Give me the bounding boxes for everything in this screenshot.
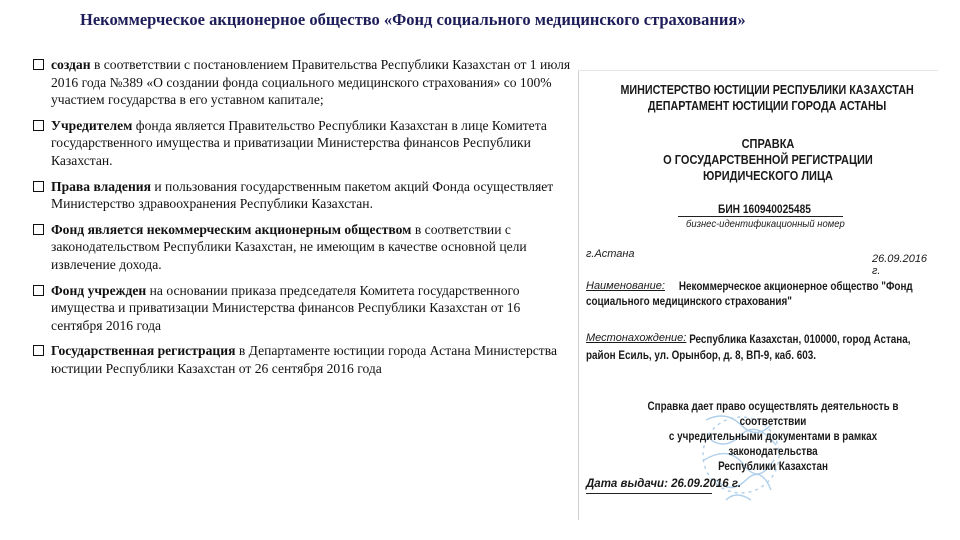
bullet-lead: Государственная регистрация [51, 343, 236, 359]
slide-title: Некоммерческое акционерное общество «Фонд социального медицинского страхования» [80, 10, 746, 29]
certificate-title-line: О ГОСУДАРСТВЕННОЙ РЕГИСТРАЦИИ [663, 153, 873, 167]
certificate-ministry: МИНИСТЕРСТВО ЮСТИЦИИ РЕСПУБЛИКИ КАЗАХСТАН [620, 83, 914, 97]
checkbox-bullet-icon [33, 345, 44, 356]
bullet-item [33, 56, 573, 109]
location-line: район Есиль, ул. Орынбор, д. 8, ВП-9, каб. 603. [586, 350, 817, 362]
bullet-item [33, 178, 573, 213]
checkbox-bullet-icon [33, 120, 44, 131]
note-line: Справка дает право осуществлять деятельность в соответствии [647, 401, 899, 428]
certificate-title-line: СПРАВКА [741, 137, 795, 151]
note-line: Республики Казахстан [718, 461, 828, 473]
bullet-lead: Фонд является некоммерческим акционерным обществом [51, 221, 412, 237]
name-value [586, 280, 921, 310]
bin-underline [678, 216, 843, 217]
name-value-line: Некоммерческое акционерное общество "Фонд [678, 281, 913, 293]
issue-label: Дата выдачи: [586, 478, 668, 490]
bullet-item [33, 342, 573, 377]
bullet-text: на основании приказа председателя Комитета государственного имущества и приватизации Министерства финансов Республики Казахстан от 16 сентября 2016 года [51, 282, 521, 333]
bullet-text: в соответствии с постановлением Правительства Республики Казахстан от 1 июля 2016 года №389 «О создании фонда социального медицинского страхования» со 100% участием государства в его уставном капитале; [51, 57, 571, 108]
certificate-department: ДЕПАРТАМЕНТ ЮСТИЦИИ ГОРОДА АСТАНЫ [647, 99, 887, 113]
certificate-title [636, 136, 900, 184]
checkbox-bullet-icon [33, 285, 44, 296]
issue-value: 26.09.2016 г. [671, 478, 742, 490]
issue-date [586, 478, 741, 490]
bullet-text: фонда является Правительство Республики Казахстан в лице Комитета государственного имущества и приватизации Министерства финансов Республики Казахстан. [51, 117, 547, 168]
bullet-lead: Права владения [51, 178, 151, 194]
note-line: с учредительными документами в рамках законодательства [668, 431, 878, 458]
certificate-edge [578, 70, 579, 520]
certificate-city: г.Астана [586, 248, 635, 260]
registration-certificate-image [578, 70, 938, 520]
issue-underline [586, 493, 712, 494]
name-value-line: социального медицинского страхования" [586, 296, 792, 308]
bullet-lead: Учредителем [51, 117, 133, 133]
checkbox-bullet-icon [33, 59, 44, 70]
bullet-item [33, 221, 573, 274]
bin-caption: бизнес-идентификационный номер [686, 218, 845, 230]
bullet-text: в соответствии с законодательством Республики Казахстан, не имеющим в качестве основной цели извлечение дохода. [51, 221, 527, 272]
bullet-lead: Фонд учрежден [51, 282, 147, 298]
certificate-title-line: ЮРИДИЧЕСКОГО ЛИЦА [703, 169, 833, 183]
bullet-text: в Департаменте юстиции города Астана Министерства юстиции Республики Казахстан от 26 сентября 2016 года [51, 343, 558, 376]
certificate-note [631, 400, 915, 475]
bullet-lead: создан [51, 57, 91, 72]
checkbox-bullet-icon [33, 181, 44, 192]
certificate-bin: БИН 160940025485 [718, 202, 811, 216]
name-label: Наименование: [586, 280, 665, 292]
bullet-list [33, 56, 573, 386]
bullet-item [33, 282, 573, 335]
location-line: Республика Казахстан, 010000, город Астана, [689, 334, 911, 346]
bullet-text: и пользования государственным пакетом акций Фонда осуществляет Министерство здравоохранения Республики Казахстан. [51, 178, 554, 212]
certificate-header [608, 82, 926, 114]
location-value [586, 332, 930, 364]
certificate-date: 26.09.2016 г. [872, 253, 928, 277]
certificate-edge [578, 70, 938, 71]
bullet-item [33, 117, 573, 170]
location-label: Местонахождение: [586, 332, 687, 344]
checkbox-bullet-icon [33, 224, 44, 235]
